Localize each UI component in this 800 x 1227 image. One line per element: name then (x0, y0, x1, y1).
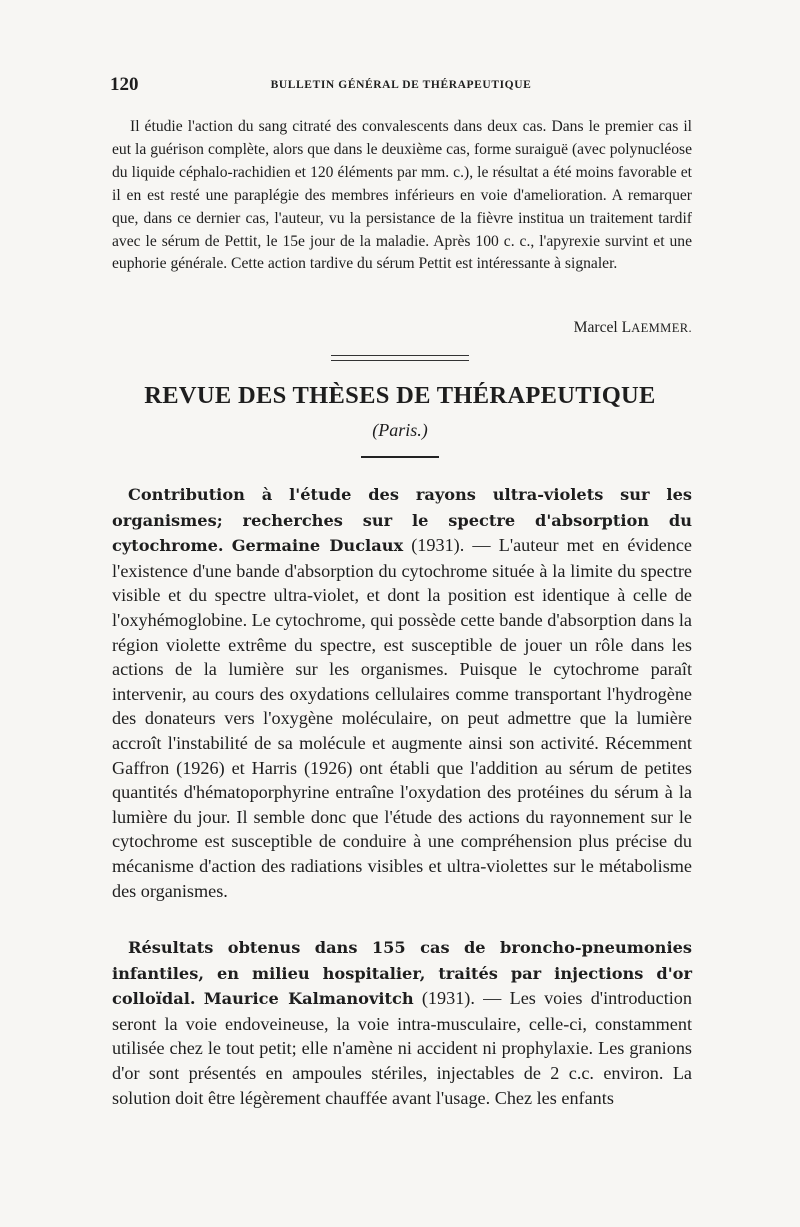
review-body: — Les voies d'introduction seront la voie endoveineuse, la voie intra-musculaire, celle-ci, constamment utilisée chez le tout petit; elle n'amène ni accident ni prophylaxie. Les granions d'or sont présentés en ampoules stériles, injectables de 2 c.c. environ. La solution doit être légèrement chauffée avant l'usage. Chez les enfants (112, 988, 692, 1108)
intro-paragraph: Il étudie l'action du sang citraté des convalescents dans deux cas. Dans le premier cas il eut la guérison complète, alors que dans le deuxième cas, forme suraiguë (avec polynucléose du liquide céphalo-rachidien et 120 éléments par mm. c.), le résultat a été moins favorable et il en est resté une paraplégie des membres inférieurs en voie d'amelioration. A remarquer que, dans ce dernier cas, l'auteur, vu la persistance de la fièvre institua un traitement tardif avec le sérum de Pettit, le 15e jour de la maladie. Après 100 c. c., l'apyrexie survint et une euphorie générale. Cette action tardive du sérum Pettit est intéressante à signaler. (112, 118, 692, 273)
signature-first-name: Marcel (573, 319, 622, 336)
review-entry (112, 482, 692, 903)
page-number: 120 (110, 74, 139, 95)
journal-title: BULLETIN GÉNÉRAL DE THÉRAPEUTIQUE (270, 79, 532, 91)
review-author: Germaine Duclaux (231, 536, 404, 556)
review-heading: Contribution à l'étude des rayons ultra-violets sur les organismes; recherches sur le spectre d'absorption du cytochrome. (112, 485, 692, 556)
section-title: REVUE DES THÈSES DE THÉRAPEUTIQUE (144, 382, 656, 409)
review-year: (1931). (403, 535, 465, 556)
review-entry (112, 935, 692, 1110)
review-heading: Résultats obtenus dans 155 cas de broncho-pneumonies infantiles, en milieu hospitalier, traités par injections d'or colloïdal. (112, 938, 692, 1009)
running-head (110, 74, 692, 98)
signature-initial: L (621, 319, 632, 336)
review-body: — L'auteur met en évidence l'existence d'une bande d'absorption du cytochrome située à la limite du spectre visible et du spectre ultra-violet, et dont la position est identique à celle de l'oxyhémoglobine. Le cytochrome, qui possède cette bande d'absorption dans la région violette extrême du spectre, est susceptible de jouer un rôle dans les actions de la lumière sur les organismes. Puisque le cytochrome paraît intervenir, au cours des oxydations cellulaires comme transportant l'hydrogène des donateurs vers l'oxygène moléculaire, on peut admettre que la lumière accroît l'instabilité de sa molécule et augmente ainsi son activité. Récemment Gaffron (1926) et Harris (1926) ont établi que l'addition au sérum de petites quantités d'hématoporphyrine entraîne l'oxydation des protéines du sérum à la lumière du jour. Il semble donc que l'étude des actions du rayonnement sur le cytochrome est susceptible de conduire à une compréhension plus précise du mécanisme d'action des radiations visibles et ultra-violettes sur le métabolisme des organismes. (112, 535, 692, 901)
section-subtitle: (Paris.) (372, 420, 428, 440)
double-rule-divider (331, 355, 469, 361)
short-rule-divider (361, 456, 439, 458)
review-author: Maurice Kalmanovitch (203, 989, 414, 1009)
review-year: (1931). (413, 988, 475, 1009)
author-signature (574, 319, 692, 337)
signature-surname: AEMMER. (631, 321, 692, 335)
